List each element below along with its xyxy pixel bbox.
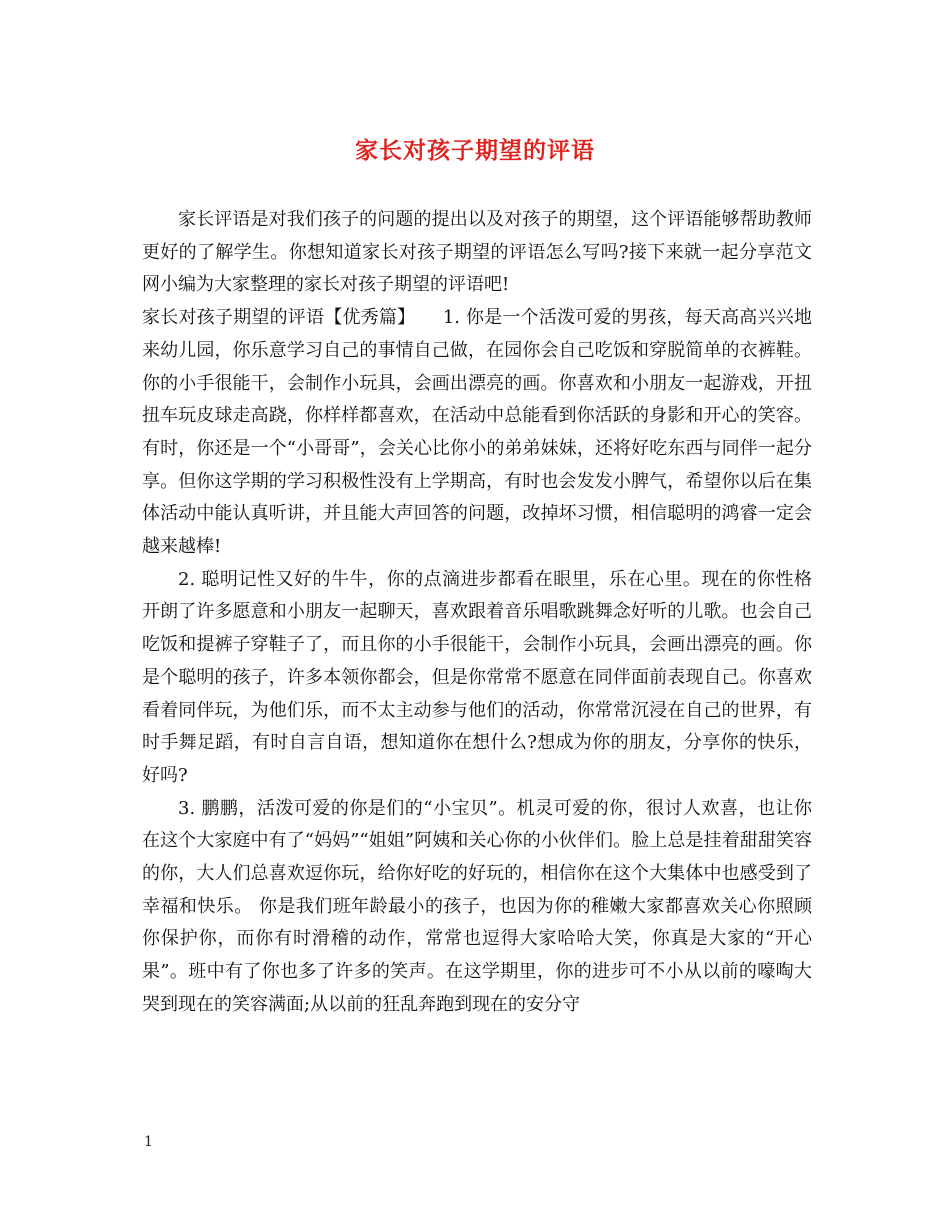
paragraph-item-2: 2. 聪明记性又好的牛牛，你的点滴进步都看在眼里，乐在心里。现在的你性格开朗了许多愿意和小朋友一起聊天，喜欢跟着音乐唱歌跳舞念好听的儿歌。也会自己吃饭和提裤子穿鞋子了，而且你的小手很能干，会制作小玩具，会画出漂亮的画。你是个聪明的孩子，许多本领你都会，但是你常常不愿意在同伴面前表现自己。你喜欢看着同伴玩，为他们乐，而不太主动参与他们的活动，你常常沉浸在自己的世界，有时手舞足蹈，有时自言自语，想知道你在想什么?想成为你的朋友，分享你的快乐，好吗? (142, 568, 812, 786)
paragraph-item-3: 3. 鹏鹏，活泼可爱的你是们的“小宝贝”。机灵可爱的你，很讨人欢喜，也让你在这个大家庭中有了“妈妈”“姐姐”阿姨和关心你的小伙伴们。脸上总是挂着甜甜笑容的你，大人们总喜欢逗你玩，给你好吃的好玩的，相信你在这个大集体中也感受到了幸福和快乐。 你是我们班年龄最小的孩子，也因为你的稚嫩大家都喜欢关心你照顾你保护你，而你有时滑稽的动作，常常也逗得大家哈哈大笑，你真是大家的“开心果”。班中有了你也多了许多的笑声。在这学期里，你的进步可不小从以前的嚎啕大哭到现在的笑容满面;从以前的狂乱奔跑到现在的安分守 (142, 797, 812, 1015)
paragraph-item-1: 家长对孩子期望的评语【优秀篇】 1. 你是一个活泼可爱的男孩，每天高高兴兴地来幼儿园，你乐意学习自己的事情自己做，在园你会自己吃饭和穿脱简单的衣裤鞋。你的小手很能干，会制作小玩具，会画出漂亮的画。你喜欢和小朋友一起游戏，开扭扭车玩皮球走高跷，你样样都喜欢，在活动中总能看到你活跃的身影和开心的笑容。有时，你还是一个“小哥哥”，会关心比你小的弟弟妹妹，还将好吃东西与同伴一起分享。但你这学期的学习积极性没有上学期高，有时也会发发小脾气，希望你以后在集体活动中能认真听讲，并且能大声回答的问题，改掉坏习惯，相信聪明的鸿睿一定会越来越棒! (142, 307, 812, 558)
page-number: 1 (144, 1134, 153, 1150)
document-title: 家长对孩子期望的评语 (355, 137, 595, 164)
paragraph-intro: 家长评语是对我们孩子的问题的提出以及对孩子的期望，这个评语能够帮助教师更好的了解学生。你想知道家长对孩子期望的评语怎么写吗?接下来就一起分享范文网小编为大家整理的家长对孩子期望的评语吧! (142, 209, 812, 296)
document-body (142, 204, 812, 1022)
